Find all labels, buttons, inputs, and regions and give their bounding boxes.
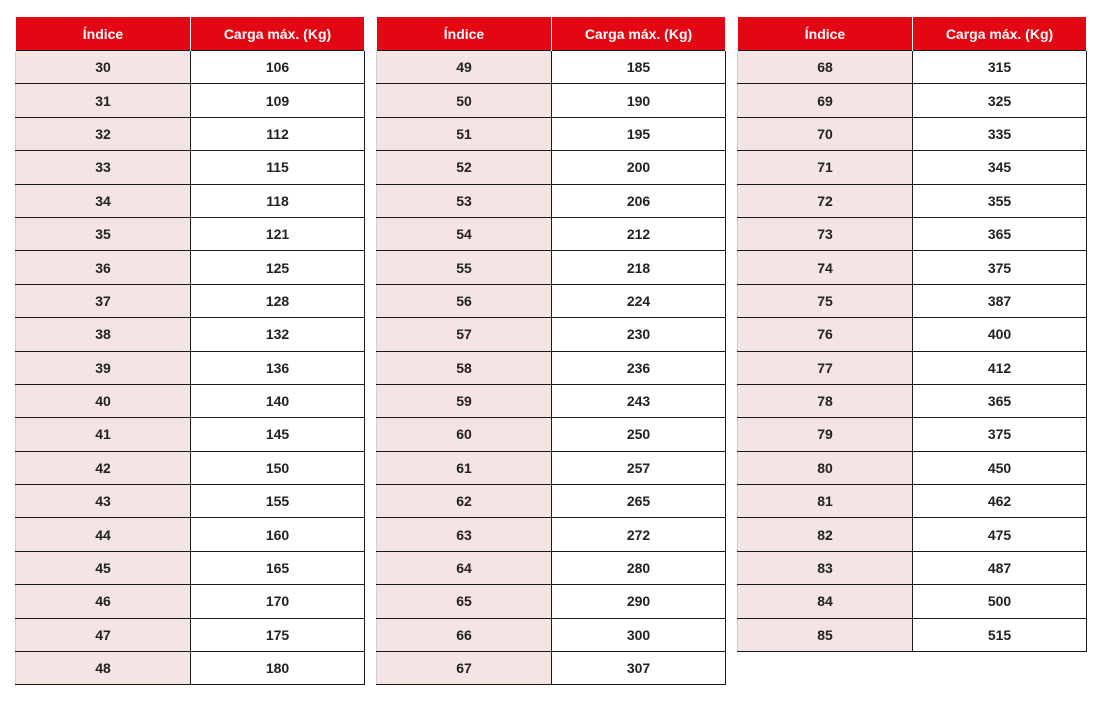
index-cell: 59 xyxy=(377,384,552,417)
load-cell: 175 xyxy=(191,618,365,651)
index-cell: 34 xyxy=(16,184,191,217)
table-row xyxy=(377,51,726,84)
index-cell: 53 xyxy=(377,184,552,217)
load-cell: 375 xyxy=(913,251,1087,284)
load-cell: 500 xyxy=(913,585,1087,618)
load-cell: 387 xyxy=(913,284,1087,317)
table-row xyxy=(377,151,726,184)
load-cell: 128 xyxy=(191,284,365,317)
table-row xyxy=(377,117,726,150)
load-cell: 125 xyxy=(191,251,365,284)
table-row xyxy=(16,284,365,317)
index-cell: 40 xyxy=(16,384,191,417)
table-row xyxy=(377,518,726,551)
table-row xyxy=(377,351,726,384)
index-cell: 73 xyxy=(738,217,913,250)
index-cell: 65 xyxy=(377,585,552,618)
table-row xyxy=(738,451,1087,484)
load-cell: 200 xyxy=(552,151,726,184)
table-row xyxy=(738,84,1087,117)
load-cell: 115 xyxy=(191,151,365,184)
index-cell: 37 xyxy=(16,284,191,317)
load-cell: 257 xyxy=(552,451,726,484)
load-cell: 180 xyxy=(191,652,365,685)
table-row xyxy=(738,551,1087,584)
index-cell: 57 xyxy=(377,318,552,351)
table-row xyxy=(738,518,1087,551)
table-row xyxy=(377,451,726,484)
table-row xyxy=(16,652,365,685)
load-cell: 335 xyxy=(913,117,1087,150)
table-row xyxy=(377,585,726,618)
table-row xyxy=(377,551,726,584)
index-cell: 30 xyxy=(16,51,191,84)
load-cell: 515 xyxy=(913,618,1087,651)
table-row xyxy=(16,351,365,384)
index-cell: 81 xyxy=(738,485,913,518)
index-cell: 75 xyxy=(738,284,913,317)
table-row xyxy=(738,384,1087,417)
load-cell: 165 xyxy=(191,551,365,584)
table-row xyxy=(377,217,726,250)
table-row xyxy=(16,585,365,618)
load-cell: 136 xyxy=(191,351,365,384)
table-row xyxy=(16,451,365,484)
load-column-header: Carga máx. (Kg) xyxy=(191,17,365,51)
table-row xyxy=(738,485,1087,518)
load-cell: 112 xyxy=(191,117,365,150)
table-row xyxy=(738,351,1087,384)
load-cell: 290 xyxy=(552,585,726,618)
index-cell: 76 xyxy=(738,318,913,351)
load-cell: 462 xyxy=(913,485,1087,518)
table-header-row xyxy=(738,17,1087,51)
load-column-header: Carga máx. (Kg) xyxy=(552,17,726,51)
load-cell: 243 xyxy=(552,384,726,417)
index-cell: 51 xyxy=(377,117,552,150)
load-cell: 118 xyxy=(191,184,365,217)
index-cell: 78 xyxy=(738,384,913,417)
load-cell: 475 xyxy=(913,518,1087,551)
load-cell: 345 xyxy=(913,151,1087,184)
index-cell: 46 xyxy=(16,585,191,618)
table-header-row xyxy=(16,17,365,51)
index-cell: 85 xyxy=(738,618,913,651)
index-cell: 68 xyxy=(738,51,913,84)
index-cell: 69 xyxy=(738,84,913,117)
load-cell: 450 xyxy=(913,451,1087,484)
load-cell: 145 xyxy=(191,418,365,451)
index-cell: 60 xyxy=(377,418,552,451)
index-cell: 67 xyxy=(377,652,552,685)
load-cell: 150 xyxy=(191,451,365,484)
index-cell: 64 xyxy=(377,551,552,584)
index-cell: 56 xyxy=(377,284,552,317)
load-cell: 300 xyxy=(552,618,726,651)
load-cell: 195 xyxy=(552,117,726,150)
index-cell: 77 xyxy=(738,351,913,384)
load-cell: 250 xyxy=(552,418,726,451)
load-cell: 236 xyxy=(552,351,726,384)
table-row xyxy=(738,618,1087,651)
table-row xyxy=(16,117,365,150)
load-column-header: Carga máx. (Kg) xyxy=(913,17,1087,51)
load-cell: 140 xyxy=(191,384,365,417)
load-cell: 185 xyxy=(552,51,726,84)
table-row xyxy=(16,485,365,518)
load-cell: 224 xyxy=(552,284,726,317)
load-cell: 400 xyxy=(913,318,1087,351)
load-cell: 375 xyxy=(913,418,1087,451)
index-cell: 79 xyxy=(738,418,913,451)
index-cell: 54 xyxy=(377,217,552,250)
index-cell: 82 xyxy=(738,518,913,551)
index-cell: 39 xyxy=(16,351,191,384)
table-row xyxy=(16,384,365,417)
index-cell: 61 xyxy=(377,451,552,484)
table-row xyxy=(738,251,1087,284)
table-row xyxy=(16,84,365,117)
load-cell: 218 xyxy=(552,251,726,284)
index-column-header: Índice xyxy=(377,17,552,51)
table-row xyxy=(377,284,726,317)
load-cell: 109 xyxy=(191,84,365,117)
index-cell: 47 xyxy=(16,618,191,651)
index-cell: 62 xyxy=(377,485,552,518)
table-row xyxy=(16,217,365,250)
index-cell: 32 xyxy=(16,117,191,150)
table-row xyxy=(16,51,365,84)
index-cell: 58 xyxy=(377,351,552,384)
load-cell: 265 xyxy=(552,485,726,518)
index-column-header: Índice xyxy=(16,17,191,51)
index-cell: 44 xyxy=(16,518,191,551)
table-row xyxy=(16,551,365,584)
index-cell: 36 xyxy=(16,251,191,284)
index-cell: 74 xyxy=(738,251,913,284)
load-cell: 160 xyxy=(191,518,365,551)
table-row xyxy=(738,184,1087,217)
table-row xyxy=(738,318,1087,351)
index-cell: 41 xyxy=(16,418,191,451)
index-cell: 70 xyxy=(738,117,913,150)
index-cell: 83 xyxy=(738,551,913,584)
load-cell: 230 xyxy=(552,318,726,351)
load-cell: 487 xyxy=(913,551,1087,584)
table-row xyxy=(16,418,365,451)
index-cell: 35 xyxy=(16,217,191,250)
load-cell: 206 xyxy=(552,184,726,217)
index-cell: 38 xyxy=(16,318,191,351)
load-cell: 212 xyxy=(552,217,726,250)
load-cell: 170 xyxy=(191,585,365,618)
index-cell: 48 xyxy=(16,652,191,685)
table-row xyxy=(738,117,1087,150)
index-cell: 55 xyxy=(377,251,552,284)
table-row xyxy=(16,184,365,217)
table-row xyxy=(738,51,1087,84)
index-cell: 80 xyxy=(738,451,913,484)
index-cell: 84 xyxy=(738,585,913,618)
index-cell: 45 xyxy=(16,551,191,584)
index-cell: 49 xyxy=(377,51,552,84)
index-cell: 72 xyxy=(738,184,913,217)
index-cell: 66 xyxy=(377,618,552,651)
index-cell: 33 xyxy=(16,151,191,184)
table-row xyxy=(738,284,1087,317)
load-cell: 155 xyxy=(191,485,365,518)
table-row xyxy=(377,418,726,451)
table-row xyxy=(377,618,726,651)
table-row xyxy=(377,84,726,117)
load-cell: 307 xyxy=(552,652,726,685)
table-row xyxy=(738,151,1087,184)
table-row xyxy=(377,652,726,685)
index-column-header: Índice xyxy=(738,17,913,51)
table-row xyxy=(377,485,726,518)
table-row xyxy=(16,518,365,551)
table-row xyxy=(377,184,726,217)
index-cell: 71 xyxy=(738,151,913,184)
index-cell: 52 xyxy=(377,151,552,184)
table-header-row xyxy=(377,17,726,51)
table-row xyxy=(16,318,365,351)
load-cell: 412 xyxy=(913,351,1087,384)
load-index-table-3 xyxy=(737,17,1087,652)
load-cell: 355 xyxy=(913,184,1087,217)
table-row xyxy=(16,618,365,651)
index-cell: 42 xyxy=(16,451,191,484)
index-cell: 63 xyxy=(377,518,552,551)
index-cell: 43 xyxy=(16,485,191,518)
table-row xyxy=(738,217,1087,250)
load-cell: 325 xyxy=(913,84,1087,117)
table-row xyxy=(377,318,726,351)
table-row xyxy=(738,585,1087,618)
load-cell: 132 xyxy=(191,318,365,351)
load-cell: 106 xyxy=(191,51,365,84)
load-index-table-2 xyxy=(376,17,726,685)
load-cell: 365 xyxy=(913,384,1087,417)
table-row xyxy=(738,418,1087,451)
table-row xyxy=(16,251,365,284)
load-cell: 315 xyxy=(913,51,1087,84)
load-cell: 272 xyxy=(552,518,726,551)
load-index-table-1 xyxy=(15,17,365,685)
load-cell: 280 xyxy=(552,551,726,584)
index-cell: 31 xyxy=(16,84,191,117)
load-cell: 365 xyxy=(913,217,1087,250)
table-row xyxy=(377,251,726,284)
index-cell: 50 xyxy=(377,84,552,117)
table-row xyxy=(377,384,726,417)
load-cell: 190 xyxy=(552,84,726,117)
table-row xyxy=(16,151,365,184)
load-cell: 121 xyxy=(191,217,365,250)
